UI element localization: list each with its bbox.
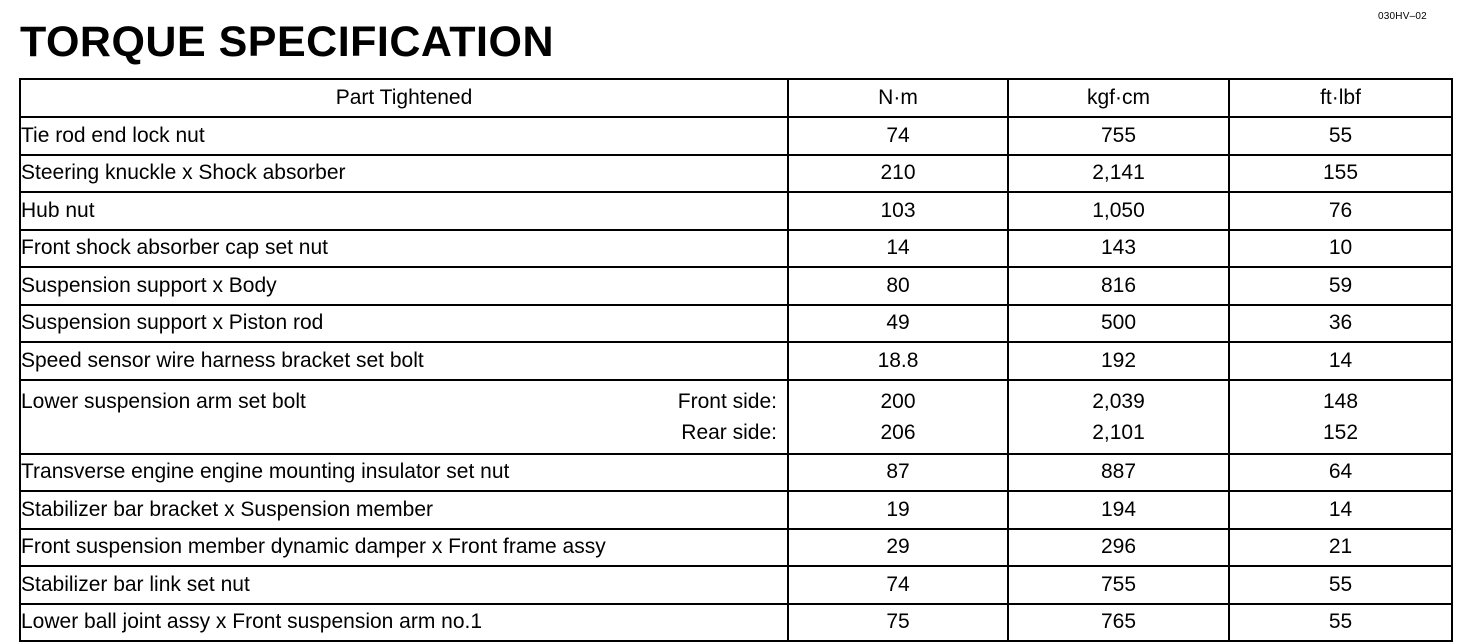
ftlbf-cell: 10 xyxy=(1229,230,1452,268)
nm-cell: 18.8 xyxy=(788,342,1008,380)
kgfcm-cell: 765 xyxy=(1008,604,1229,642)
front-nm: 200 xyxy=(880,389,916,413)
table-row xyxy=(20,230,1452,268)
ftlbf-cell: 14 xyxy=(1229,342,1452,380)
nm-cell xyxy=(788,380,1008,454)
part-cell: Stabilizer bar bracket x Suspension member xyxy=(20,491,788,529)
ftlbf-cell xyxy=(1229,380,1452,454)
part-cell: Steering knuckle x Shock absorber xyxy=(20,155,788,193)
nm-cell: 49 xyxy=(788,305,1008,343)
nm-cell: 19 xyxy=(788,491,1008,529)
kgfcm-cell: 755 xyxy=(1008,566,1229,604)
rear-ftlbf: 152 xyxy=(1322,420,1359,444)
kgfcm-cell: 194 xyxy=(1008,491,1229,529)
part-cell: Stabilizer bar link set nut xyxy=(20,566,788,604)
table-row xyxy=(20,566,1452,604)
table-row xyxy=(20,604,1452,642)
table-row xyxy=(20,342,1452,380)
rear-kgfcm: 2,101 xyxy=(1092,420,1145,444)
table-row xyxy=(20,305,1452,343)
ftlbf-cell: 76 xyxy=(1229,192,1452,230)
table-row xyxy=(20,192,1452,230)
kgfcm-cell: 2,141 xyxy=(1008,155,1229,193)
part-cell xyxy=(20,380,788,454)
part-cell: Hub nut xyxy=(20,192,788,230)
page-title: TORQUE SPECIFICATION xyxy=(20,18,554,66)
kgfcm-cell: 143 xyxy=(1008,230,1229,268)
kgfcm-cell: 1,050 xyxy=(1008,192,1229,230)
nm-cell: 75 xyxy=(788,604,1008,642)
ftlbf-cell: 14 xyxy=(1229,491,1452,529)
document-code: 030HV–02 xyxy=(1378,11,1427,22)
rear-side-label: Rear side: xyxy=(681,420,777,444)
torque-table xyxy=(19,78,1453,642)
header-ftlbf: ft·lbf xyxy=(1229,79,1452,117)
ftlbf-cell: 59 xyxy=(1229,267,1452,305)
ftlbf-cell: 155 xyxy=(1229,155,1452,193)
nm-cell: 210 xyxy=(788,155,1008,193)
part-cell: Front shock absorber cap set nut xyxy=(20,230,788,268)
nm-cell: 29 xyxy=(788,529,1008,567)
nm-cell: 14 xyxy=(788,230,1008,268)
kgfcm-cell: 192 xyxy=(1008,342,1229,380)
header-part: Part Tightened xyxy=(20,79,788,117)
front-kgfcm: 2,039 xyxy=(1092,389,1145,413)
ftlbf-cell: 55 xyxy=(1229,566,1452,604)
kgfcm-cell: 296 xyxy=(1008,529,1229,567)
nm-cell: 87 xyxy=(788,454,1008,492)
lower-arm-part-label: Lower suspension arm set bolt xyxy=(21,389,306,413)
table-row-lower-arm xyxy=(20,380,1452,454)
nm-cell: 103 xyxy=(788,192,1008,230)
nm-cell: 74 xyxy=(788,117,1008,155)
kgfcm-cell xyxy=(1008,380,1229,454)
header-kgfcm: kgf·cm xyxy=(1008,79,1229,117)
kgfcm-cell: 755 xyxy=(1008,117,1229,155)
table-row xyxy=(20,454,1452,492)
rear-nm: 206 xyxy=(880,420,916,444)
ftlbf-cell: 21 xyxy=(1229,529,1452,567)
ftlbf-cell: 55 xyxy=(1229,117,1452,155)
table-row xyxy=(20,529,1452,567)
kgfcm-cell: 500 xyxy=(1008,305,1229,343)
part-cell: Suspension support x Piston rod xyxy=(20,305,788,343)
front-side-label: Front side: xyxy=(677,389,777,413)
header-nm: N·m xyxy=(788,79,1008,117)
table-row xyxy=(20,117,1452,155)
ftlbf-cell: 36 xyxy=(1229,305,1452,343)
side-labels xyxy=(678,386,777,448)
table-row xyxy=(20,267,1452,305)
part-cell: Lower ball joint assy x Front suspension arm no.1 xyxy=(20,604,788,642)
part-cell: Speed sensor wire harness bracket set bolt xyxy=(20,342,788,380)
ftlbf-cell: 55 xyxy=(1229,604,1452,642)
part-cell: Tie rod end lock nut xyxy=(20,117,788,155)
table-header-row xyxy=(20,79,1452,117)
part-cell: Front suspension member dynamic damper x Front frame assy xyxy=(20,529,788,567)
table-row xyxy=(20,491,1452,529)
nm-cell: 74 xyxy=(788,566,1008,604)
table-row xyxy=(20,155,1452,193)
kgfcm-cell: 887 xyxy=(1008,454,1229,492)
front-ftlbf: 148 xyxy=(1322,389,1359,413)
part-cell: Transverse engine engine mounting insulator set nut xyxy=(20,454,788,492)
part-cell: Suspension support x Body xyxy=(20,267,788,305)
nm-cell: 80 xyxy=(788,267,1008,305)
ftlbf-cell: 64 xyxy=(1229,454,1452,492)
kgfcm-cell: 816 xyxy=(1008,267,1229,305)
